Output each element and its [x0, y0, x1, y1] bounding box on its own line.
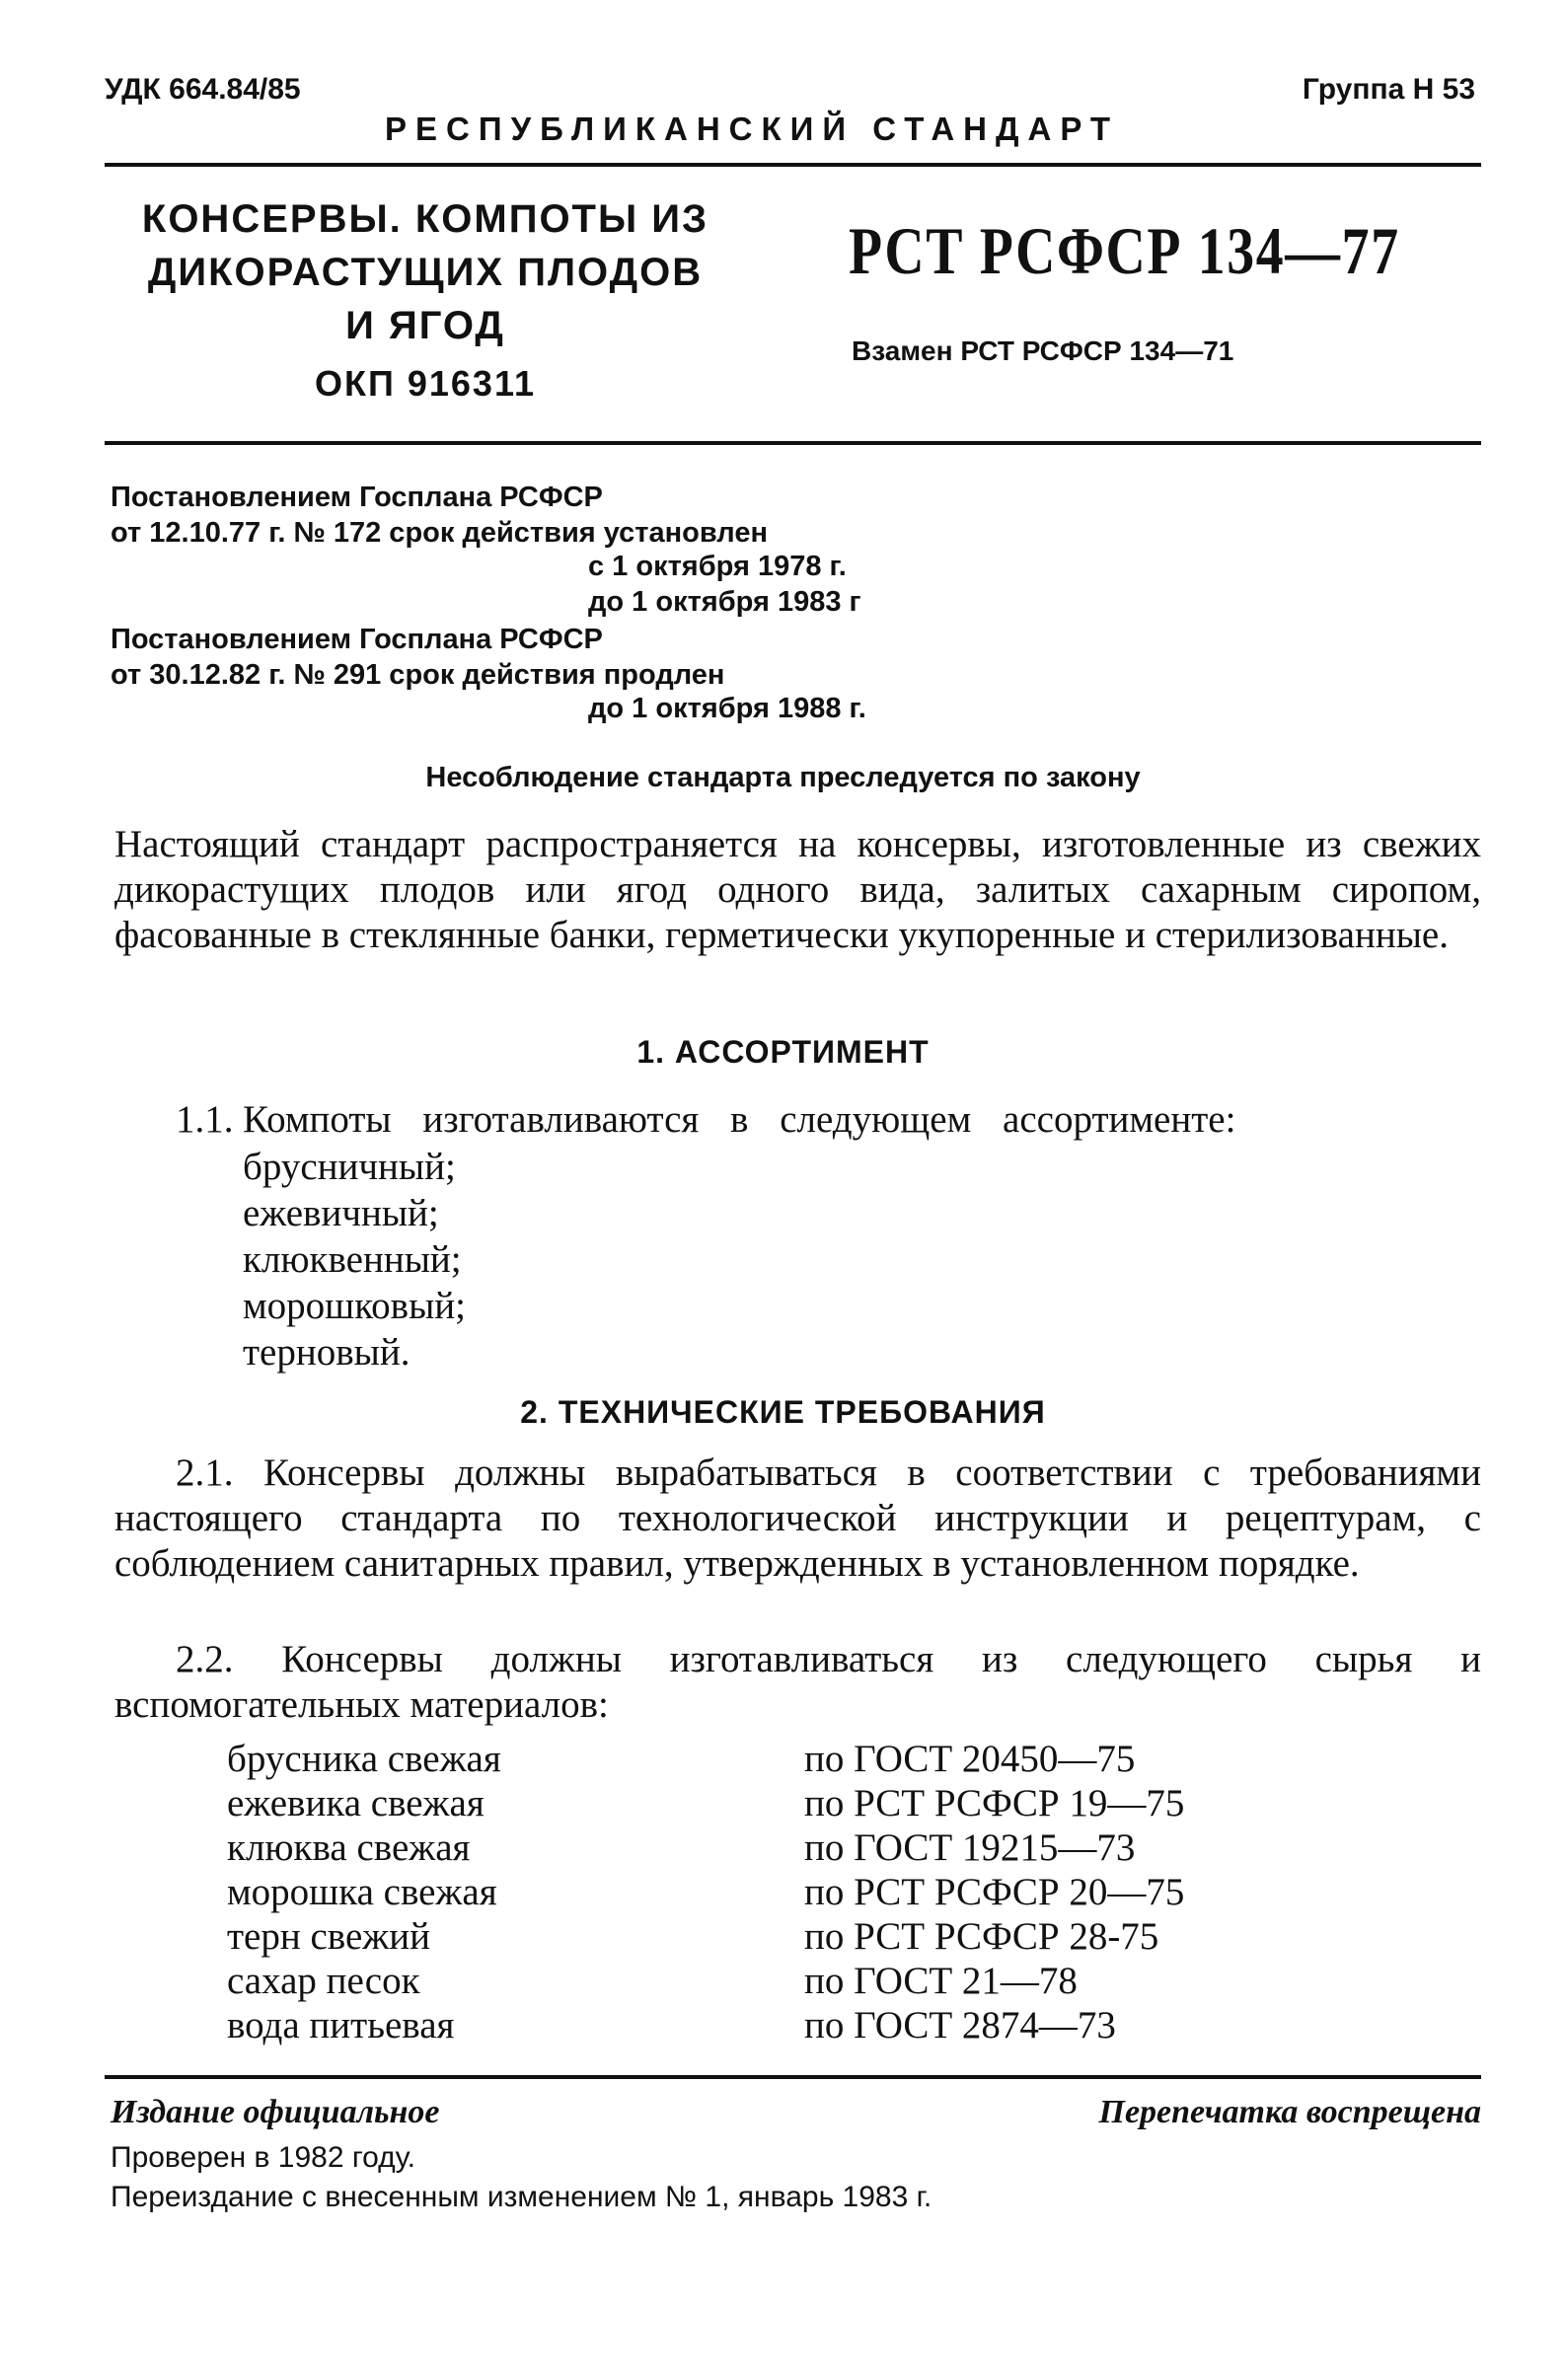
reissue-note: Переиздание с внесенным изменением № 1, январь 1983 г.	[111, 2181, 932, 2213]
clause-paragraph: 2.1. Консервы должны вырабатываться в соответствии с требованиями настоящего стандарта по технологической инструкции и рецептурам, с соблюдением санитарных правил, утвержденных в установленном порядке.	[114, 1451, 1481, 1585]
decree-line: до 1 октября 1983 г	[588, 586, 861, 618]
list-item: ежевичный;	[243, 1192, 439, 1234]
checked-note: Проверен в 1982 году.	[111, 2141, 415, 2174]
title-line-1: КОНСЕРВЫ. КОМПОТЫ ИЗ	[141, 197, 709, 241]
material-standard: по ГОСТ 21—78	[804, 1960, 1078, 2002]
document-title	[105, 192, 746, 352]
material-name: морошка свежая	[227, 1871, 497, 1913]
material-standard: по ГОСТ 20450—75	[804, 1738, 1136, 1780]
clause-text: Компоты изготавливаются в следующем ассортименте:	[243, 1098, 1236, 1141]
official-edition-note: Издание официальное	[111, 2094, 440, 2130]
group-code: Группа Н 53	[1302, 73, 1475, 106]
material-name: сахар песок	[227, 1960, 420, 2002]
material-name: брусника свежая	[227, 1738, 501, 1780]
list-item: клюквенный;	[243, 1238, 462, 1281]
decree-line: Постановлением Госплана РСФСР	[111, 482, 603, 513]
decree-line: от 12.10.77 г. № 172 срок действия установлен	[111, 517, 768, 549]
material-name: терн свежий	[227, 1915, 430, 1958]
clause-number: 1.1.	[176, 1098, 234, 1141]
standard-category: РЕСПУБЛИКАНСКИЙ СТАНДАРТ	[385, 111, 1120, 147]
decree-line: Постановлением Госплана РСФСР	[111, 624, 603, 655]
title-line-2: ДИКОРАСТУЩИХ ПЛОДОВ	[147, 251, 704, 294]
list-item: брусничный;	[243, 1146, 456, 1188]
material-name: ежевика свежая	[227, 1782, 485, 1824]
penalty-notice: Несоблюдение стандарта преследуется по закону	[425, 762, 1141, 793]
standard-designation: РСТ РСФСР 134—77	[849, 213, 1400, 288]
header-divider	[105, 441, 1481, 445]
section-heading-technical: 2. ТЕХНИЧЕСКИЕ ТРЕБОВАНИЯ	[520, 1394, 1046, 1430]
material-standard: по ГОСТ 2874—73	[804, 2004, 1116, 2046]
decree-line: от 30.12.82 г. № 291 срок действия продлен	[111, 659, 725, 691]
material-standard: по РСТ РСФСР 28-75	[804, 1915, 1159, 1958]
section-heading-assortment: 1. АССОРТИМЕНТ	[636, 1034, 930, 1070]
decree-line: до 1 октября 1988 г.	[588, 693, 866, 724]
list-item: терновый.	[243, 1331, 410, 1374]
udk-code: УДК 664.84/85	[105, 73, 301, 106]
reprint-prohibited-note: Перепечатка воспрещена	[1098, 2094, 1481, 2130]
scope-paragraph: Настоящий стандарт распространяется на консервы, изготовленные из свежих дикорастущих плодов или ягод одного вида, залитых сахарным сиропом, фасованные в стеклянные банки, герметически укупоренные и стерилизованные.	[114, 823, 1481, 956]
okp-code: ОКП 916311	[315, 363, 536, 404]
list-item: морошковый;	[243, 1285, 467, 1327]
material-standard: по РСТ РСФСР 19—75	[804, 1782, 1185, 1824]
top-divider	[105, 163, 1481, 167]
decree-line: с 1 октября 1978 г.	[588, 551, 847, 582]
material-name: вода питьевая	[227, 2004, 455, 2046]
footer-divider	[105, 2075, 1481, 2079]
material-standard: по РСТ РСФСР 20—75	[804, 1871, 1185, 1913]
material-name: клюква свежая	[227, 1826, 471, 1869]
material-standard: по ГОСТ 19215—73	[804, 1826, 1136, 1869]
clause-paragraph: 2.2. Консервы должны изготавливаться из следующего сырья и вспомогательных материалов:	[114, 1638, 1481, 1726]
title-line-3: И ЯГОД	[345, 304, 505, 347]
replaces-note: Взамен РСТ РСФСР 134—71	[852, 335, 1234, 366]
